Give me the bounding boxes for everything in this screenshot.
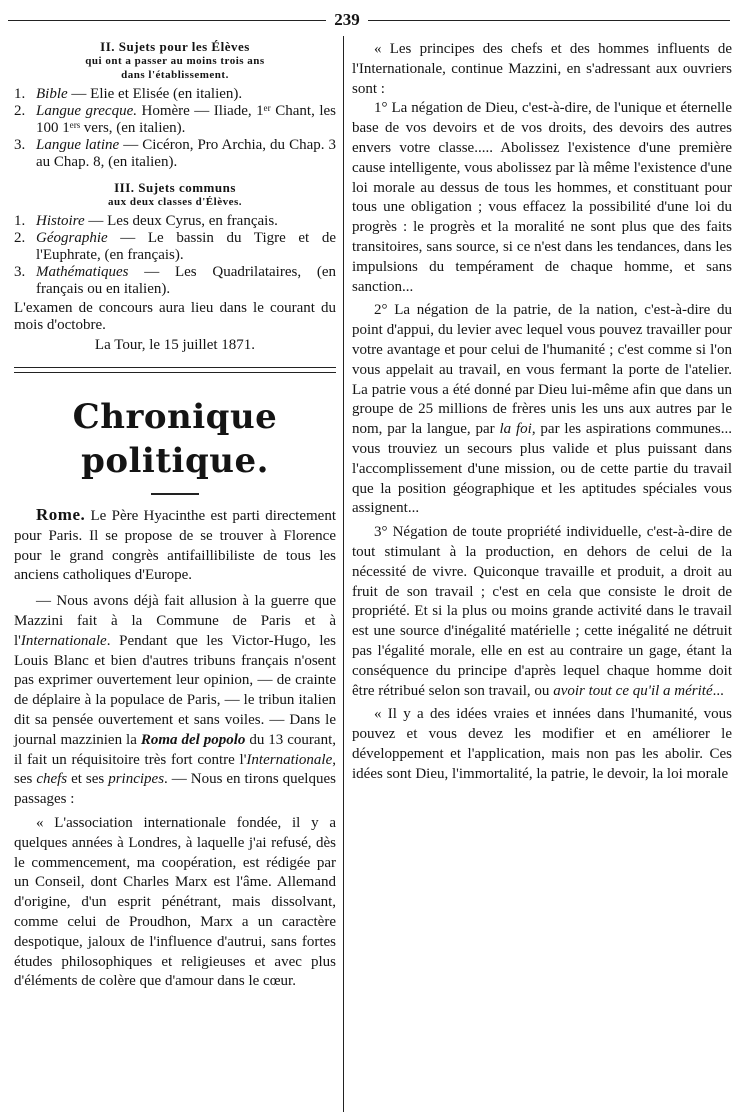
section-3-title: III. Sujets communs <box>114 180 236 195</box>
list-item: 3. Mathématiques — Les Quadrilataires, (en français ou en italien). <box>14 264 336 297</box>
place-date: La Tour, le 15 juillet 1871. <box>94 337 256 353</box>
title-rule <box>151 493 199 495</box>
subject-label: Langue latine <box>36 137 120 153</box>
chronique-title: Chronique politique. <box>72 397 278 481</box>
header-rule-left <box>8 20 326 21</box>
principles-intro: « Les principes des chefs et des hommes influents de l'Internationale, continue Mazzini, en s'adressant aux ouvriers sont : <box>352 41 732 97</box>
principle-1: 1° La négation de Dieu, c'est-à-dire, de l'unique et éternelle base de vos devoirs et de vos droits, des devoirs des autres envers votre classe..... Abolissez l'existence d'une première cause intelligente, vous abolissez par là même l'existence d'une loi morale au dessus de tous les hommes, et constituant pour tous une obligation ; vous effacez la possibilité d'une loi du progrès : le progrès et la moralité ne sont plus que des faits transitoires, sans source, si ce n'est dans les tendances, dans les impulsions du tempérament de chaque homme, et sans sanction... <box>352 100 732 295</box>
list-item: 1. Bible — Elie et Elisée (en italien). <box>14 86 243 102</box>
list-item: 1. Histoire — Les deux Cyrus, en français. <box>14 213 278 229</box>
subject-label: Géographie <box>36 230 108 246</box>
list-item: 2. Géographie — Le bassin du Tigre et de l'Euphrate, (en français). <box>14 230 336 263</box>
section-2-subtitle: qui ont a passer au moins trois ans <box>85 55 265 67</box>
section-2-title: II. Sujets pour les Élèves <box>100 39 250 54</box>
ideas-paragraph: « Il y a des idées vraies et innées dans l'humanité, vous pouvez et vous devez les modifier et en améliorer le développement et l'application, mais non pas les abolir. Ces idées sont Dieu, l'immortalité, la patrie, le devoir, la loi morale <box>352 706 732 782</box>
subject-label: Mathématiques <box>36 264 129 280</box>
section-3-heading <box>14 181 336 209</box>
principle-3: 3° Négation de toute propriété individuelle, c'est-à-dire de tout stimulant à la production, en dehors de celui de la nécessité de vivre. Quiconque travaille et produit, a droit au fruit de son travail ; c'est en cela que consiste le droit de propriété. Et si la plus ou moins grande activité dans le travail est une source d'inégalité matérielle ; cette inégalité ne détruit pas l'égalité morale, elle en est au contraire un gage, étant la conséquence du principe d'après lequel chaque homme doit être rétribué selon son travail, ou avoir tout ce qu'il a mérité... <box>352 524 732 699</box>
subject-label: Bible <box>36 86 68 102</box>
list-item: 2. Langue grecque. Homère — Iliade, 1ᵉʳ Chant, les 100 1ᵉʳˢ vers, (en italien). <box>14 103 336 136</box>
section-2-heading <box>14 40 336 82</box>
rome-label: Rome. <box>36 505 86 524</box>
column-divider <box>343 36 344 1112</box>
left-column <box>14 40 336 992</box>
principle-2: 2° La négation de la patrie, de la nation, c'est-à-dire du point d'appui, du levier avec lequel vous pouvez travailler pour votre avantage et pour celui de l'humanité ; c'est comme si l'on vous appelait au travail, en vous fermant la porte de l'atelier. La patrie vous a été donné par Dieu lui-même afin que dans un groupe de 25 millions de frères unis les uns aux autres par le nom, par la langue, par la foi, par les aspirations communes... vous trouviez un secours plus valide et plus puissant dans l'accomplissement d'une mission, ou de cette partie du travail que la position géographique et les aptitudes spéciales vous assignent... <box>352 302 732 517</box>
rome-paragraph: Rome. Le Père Hyacinthe est parti directement pour Paris. Il se propose de se trouver à Florence pour le grand congrès antifaillibiliste de tous les anciens catholiques d'Europe. <box>14 505 336 584</box>
section-2-list <box>14 86 336 171</box>
right-column <box>352 40 732 784</box>
header-rule-right <box>368 20 730 21</box>
subject-label: Histoire <box>36 213 85 229</box>
page-header <box>8 10 734 34</box>
page-number: 239 <box>334 10 360 29</box>
section-3-subtitle: aux deux classes d'Élèves. <box>107 196 242 208</box>
exam-note: L'examen de concours aura lieu dans le courant du mois d'octobre. <box>14 300 336 333</box>
marx-paragraph: « L'association internationale fondée, il y a quelques années à Londres, à laquelle j'ai refusé, dès le commencement, ma coopération, est rédigée par un Conseil, dont Charles Marx est l'âme. Allemand d'origine, d'un esprit pénétrant, mais dissolvant, comme celui de Proudhon, Marx a un caractère despotique, jaloux de l'influence d'autrui, sans fortes études philosophiques et religieuses et avec plus d'éléments de colère que d'amour dans le cœur. <box>14 814 336 990</box>
section-separator <box>14 367 336 373</box>
section-3-list <box>14 213 336 298</box>
section-2-subtitle-2: dans l'établissement. <box>121 69 229 81</box>
list-item: 3. Langue latine — Cicéron, Pro Archia, du Chap. 3 au Chap. 8, (en italien). <box>14 137 336 170</box>
subject-label: Langue grecque. <box>36 103 137 119</box>
mazzini-paragraph: — Nous avons déjà fait allusion à la guerre que Mazzini fait à la Commune de Paris et à l'Internationale. Pendant que les Victor-Hugo, les Louis Blanc et bien d'autres tribuns français n'osent pas exprimer ouvertement leur opinion, — de crainte de déplaire à la populace de Paris, — le tribun italien dit sa pensée ouvertement et sans voiles. — Dans le journal mazzinien la Roma del popolo du 13 courant, il fait un réquisitoire très fort contre l'Internationale, ses chefs et ses principes. — Nous en tirons quelques passages : <box>14 593 336 808</box>
